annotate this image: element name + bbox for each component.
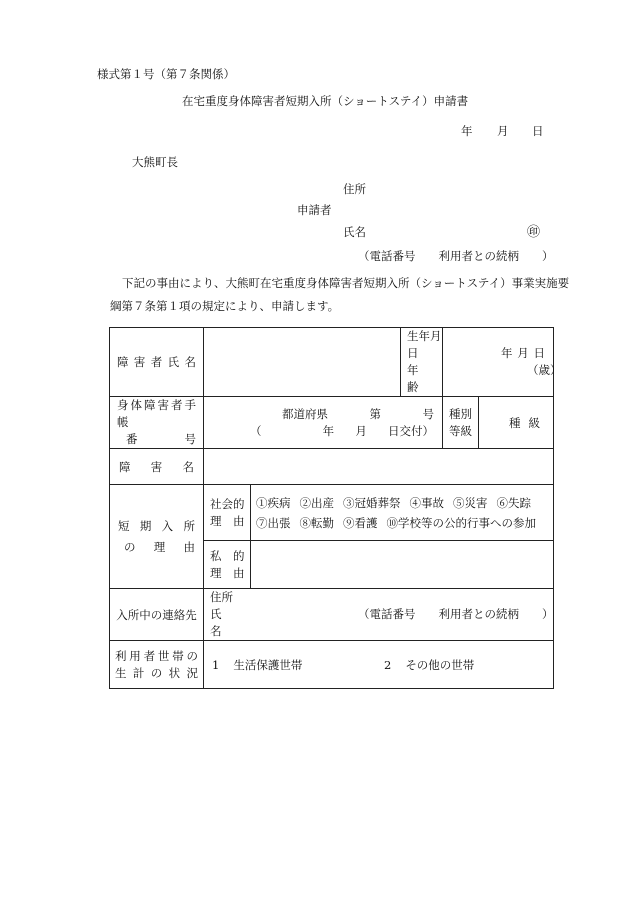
date-day: 日 [532, 124, 544, 138]
contact-name-label: 氏名 [210, 607, 222, 638]
row-disabled-person-name [110, 328, 554, 397]
label-birth-age: 生年月日 年 齢 [401, 328, 443, 397]
reason-childbirth[interactable]: ②出産 [299, 495, 334, 510]
input-handbook-number[interactable]: 都道府県 第 号 （ 年 月 日交付） [204, 397, 443, 449]
input-disability-name[interactable] [204, 449, 554, 485]
date-year: 年 [461, 124, 473, 138]
seal-mark: ㊞ [527, 225, 541, 240]
reason-accident[interactable]: ④事故 [409, 495, 444, 510]
form-number: 様式第１号（第７条関係） [97, 67, 235, 81]
reason-missing[interactable]: ⑥失踪 [496, 495, 531, 510]
applicant-label: 申請者 [297, 203, 332, 217]
label-private-reason: 私 的 理 由 [204, 541, 251, 589]
input-birth-age[interactable]: 年 月 日 （ 歳） [443, 328, 554, 397]
label-type-grade: 種別 等級 [443, 397, 479, 449]
applicant-address-label: 住所 [343, 182, 366, 196]
contact-phone-line: （電話番号 利用者との続柄 ） [357, 607, 554, 621]
label-household-finance: 利用者世帯の 生計の状況 [110, 641, 204, 689]
row-contact-during-stay [110, 589, 554, 641]
input-private-reason[interactable] [251, 541, 554, 589]
contact-address-label: 住所 [210, 590, 233, 604]
label-handbook-number: 身体障害者手帳 番号 [110, 397, 204, 449]
input-type-grade[interactable]: 種 級 [479, 397, 554, 449]
reason-business-trip[interactable]: ⑦出張 [256, 515, 291, 530]
row-disability-name [110, 449, 554, 485]
row-handbook-number [110, 397, 554, 449]
applicant-phone-line: （電話番号 利用者との続柄 ） [358, 249, 554, 263]
body-text [110, 272, 570, 318]
input-contact-during-stay[interactable] [204, 589, 554, 641]
social-reasons-line-2 [256, 513, 553, 533]
label-social-reason: 社会的 理 由 [204, 485, 251, 541]
reason-transfer[interactable]: ⑧転勤 [299, 515, 334, 530]
option-other-household[interactable]: 2 その他の世帯 [383, 657, 475, 672]
social-reasons-line-1 [256, 493, 553, 513]
row-household-finance [110, 641, 554, 689]
label-short-stay-reason: 短期入所 の理由 [110, 485, 204, 589]
option-welfare-household[interactable]: 1 生活保護世帯 [212, 657, 303, 672]
addressee: 大熊町長 [132, 155, 178, 169]
label-disabled-person-name: 障害者氏名 [110, 328, 204, 397]
applicant-name-label: 氏名 [343, 225, 366, 239]
reason-ceremony[interactable]: ③冠婚葬祭 [343, 495, 401, 510]
reason-illness[interactable]: ①疾病 [256, 495, 291, 510]
reason-school-event[interactable]: ⑩学校等の公的行事への参加 [386, 515, 536, 530]
label-contact-during-stay: 入所中の連絡先 [110, 589, 204, 641]
application-table [109, 327, 562, 689]
form-title: 在宅重度身体障害者短期入所（ショートステイ）申請書 [182, 94, 469, 108]
household-finance-options [204, 641, 554, 689]
reason-nursing[interactable]: ⑨看護 [343, 515, 378, 530]
reason-disaster[interactable]: ⑤災害 [453, 495, 488, 510]
body-text-content: 下記の事由により、大熊町在宅重度身体障害者短期入所（ショートステイ）事業実施要綱第７条第１項の規定により、申請します。 [110, 276, 570, 313]
row-reason-social [110, 485, 554, 541]
label-disability-name: 障害名 [110, 449, 204, 485]
date-month: 月 [497, 124, 509, 138]
social-reason-options [251, 485, 554, 541]
input-disabled-person-name[interactable] [204, 328, 401, 397]
